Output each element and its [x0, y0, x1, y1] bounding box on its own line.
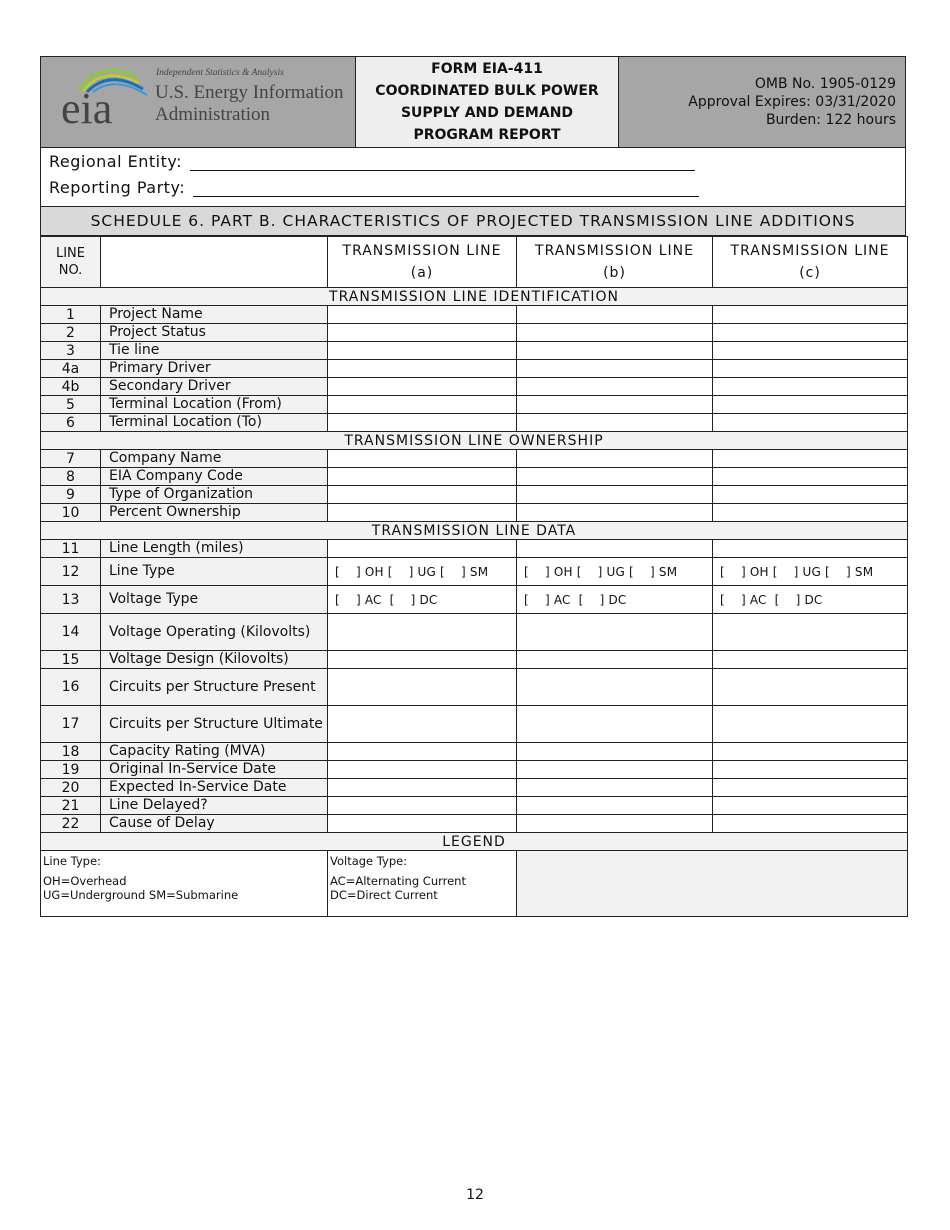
legend-line: DC=Direct Current	[330, 888, 438, 902]
input-cell-b[interactable]: [ ] OH [ ] UG [ ] SM	[517, 558, 713, 586]
row-label: Line Delayed?	[101, 797, 328, 815]
line-number: 5	[41, 396, 101, 414]
input-cell-b[interactable]	[517, 324, 713, 342]
line-number: 6	[41, 414, 101, 432]
table-row	[41, 450, 908, 468]
input-cell-c[interactable]	[713, 342, 908, 360]
input-cell-c[interactable]	[713, 669, 908, 706]
eia-logo-panel	[41, 57, 356, 147]
column-header-sub: (a)	[410, 265, 434, 281]
form-title-line: PROGRAM REPORT	[413, 127, 561, 143]
input-cell-b[interactable]	[517, 706, 713, 743]
line-number: 8	[41, 468, 101, 486]
row-label: Percent Ownership	[101, 504, 328, 522]
input-cell-b[interactable]	[517, 779, 713, 797]
row-label: Cause of Delay	[101, 815, 328, 833]
regional-entity-label: Regional Entity:	[49, 152, 183, 171]
input-cell-c[interactable]	[713, 706, 908, 743]
input-cell-a[interactable]	[328, 779, 517, 797]
column-header-b	[517, 237, 713, 288]
input-cell-c[interactable]	[713, 324, 908, 342]
table-row	[41, 761, 908, 779]
input-cell-a[interactable]	[328, 614, 517, 651]
row-label: Voltage Operating (Kilovolts)	[101, 614, 328, 651]
input-cell-a[interactable]	[328, 396, 517, 414]
input-cell-b[interactable]	[517, 414, 713, 432]
input-cell-a[interactable]	[328, 706, 517, 743]
table-row	[41, 468, 908, 486]
input-cell-a[interactable]	[328, 504, 517, 522]
line-number: 7	[41, 450, 101, 468]
table-row	[41, 378, 908, 396]
input-cell-a[interactable]	[328, 540, 517, 558]
row-label: Primary Driver	[101, 360, 328, 378]
schedule-title: SCHEDULE 6. PART B. CHARACTERISTICS OF PROJECTED TRANSMISSION LINE ADDITIONS	[40, 206, 906, 236]
section-title: TRANSMISSION LINE DATA	[41, 522, 908, 540]
input-cell-a[interactable]	[328, 450, 517, 468]
table-row	[41, 360, 908, 378]
legend-header-row	[41, 833, 908, 851]
input-cell-c[interactable]	[713, 360, 908, 378]
legend-title: LEGEND	[41, 833, 908, 851]
line-number: 1	[41, 306, 101, 324]
row-label: Capacity Rating (MVA)	[101, 743, 328, 761]
input-cell-c[interactable]	[713, 540, 908, 558]
logo-name-line1: U.S. Energy Information	[155, 82, 344, 103]
table-row	[41, 486, 908, 504]
input-cell-b[interactable]	[517, 342, 713, 360]
input-cell-a[interactable]: [ ] AC [ ] DC	[328, 586, 517, 614]
form-title	[356, 57, 619, 147]
table-row	[41, 797, 908, 815]
input-cell-a[interactable]	[328, 651, 517, 669]
table-row	[41, 540, 908, 558]
omb-info	[619, 57, 905, 147]
section-header-row	[41, 288, 908, 306]
input-cell-b[interactable]	[517, 504, 713, 522]
input-cell-c[interactable]	[713, 504, 908, 522]
table-row	[41, 396, 908, 414]
input-cell-a[interactable]	[328, 414, 517, 432]
table-row	[41, 324, 908, 342]
line-no-header	[41, 237, 101, 288]
table-row	[41, 651, 908, 669]
input-cell-b[interactable]	[517, 761, 713, 779]
input-cell-b[interactable]	[517, 651, 713, 669]
row-label: Terminal Location (From)	[101, 396, 328, 414]
input-cell-c[interactable]	[713, 743, 908, 761]
line-number: 15	[41, 651, 101, 669]
table-row	[41, 504, 908, 522]
line-number: 19	[41, 761, 101, 779]
row-label: Project Status	[101, 324, 328, 342]
input-cell-a[interactable]	[328, 324, 517, 342]
legend-line-type	[41, 851, 328, 917]
line-number: 12	[41, 558, 101, 586]
input-cell-b[interactable]: [ ] AC [ ] DC	[517, 586, 713, 614]
input-cell-b[interactable]	[517, 486, 713, 504]
row-label: Company Name	[101, 450, 328, 468]
section-title: TRANSMISSION LINE IDENTIFICATION	[41, 288, 908, 306]
reporting-party-row	[49, 178, 699, 197]
line-number: 13	[41, 586, 101, 614]
legend-heading: Voltage Type:	[330, 854, 408, 868]
column-header-a	[328, 237, 517, 288]
line-number: 3	[41, 342, 101, 360]
input-cell-b[interactable]	[517, 306, 713, 324]
reporting-party-label: Reporting Party:	[49, 178, 186, 197]
row-label: Secondary Driver	[101, 378, 328, 396]
logo-abbr: eia	[61, 84, 113, 131]
input-cell-a[interactable]: [ ] OH [ ] UG [ ] SM	[328, 558, 517, 586]
legend-line: UG=Underground SM=Submarine	[43, 888, 239, 902]
line-no-header-line: LINE	[55, 246, 85, 261]
section-header-row	[41, 432, 908, 450]
input-cell-a[interactable]	[328, 468, 517, 486]
input-cell-c[interactable]: [ ] OH [ ] UG [ ] SM	[713, 558, 908, 586]
legend-heading: Line Type:	[43, 854, 101, 868]
line-number: 16	[41, 669, 101, 706]
table-row	[41, 342, 908, 360]
input-cell-c[interactable]	[713, 761, 908, 779]
eia-logo-icon	[59, 61, 155, 131]
line-number: 18	[41, 743, 101, 761]
row-label: Line Length (miles)	[101, 540, 328, 558]
form-title-line: COORDINATED BULK POWER	[375, 83, 599, 99]
input-cell-c[interactable]	[713, 396, 908, 414]
input-cell-c[interactable]	[713, 450, 908, 468]
input-cell-a[interactable]	[328, 378, 517, 396]
row-label: EIA Company Code	[101, 468, 328, 486]
line-number: 17	[41, 706, 101, 743]
input-cell-a[interactable]	[328, 306, 517, 324]
table-row	[41, 706, 908, 743]
line-no-header-line: NO.	[58, 263, 83, 278]
legend-voltage-type	[328, 851, 517, 917]
line-number: 14	[41, 614, 101, 651]
line-number: 10	[41, 504, 101, 522]
input-cell-a[interactable]	[328, 360, 517, 378]
input-cell-b[interactable]	[517, 815, 713, 833]
row-label: Tie line	[101, 342, 328, 360]
line-number: 22	[41, 815, 101, 833]
input-cell-a[interactable]	[328, 486, 517, 504]
legend-row	[41, 851, 908, 917]
input-cell-b[interactable]	[517, 450, 713, 468]
input-cell-c[interactable]	[713, 468, 908, 486]
line-number: 21	[41, 797, 101, 815]
input-cell-b[interactable]	[517, 360, 713, 378]
row-label: Circuits per Structure Ultimate	[101, 706, 328, 743]
column-header-row	[41, 237, 908, 288]
column-header-title: TRANSMISSION LINE	[535, 243, 694, 259]
table-row	[41, 743, 908, 761]
input-cell-a[interactable]	[328, 743, 517, 761]
table-row	[41, 306, 908, 324]
line-number: 2	[41, 324, 101, 342]
omb-number: OMB No. 1905-0129	[754, 76, 896, 92]
input-cell-b[interactable]	[517, 614, 713, 651]
section-title: TRANSMISSION LINE OWNERSHIP	[41, 432, 908, 450]
input-cell-c[interactable]	[713, 614, 908, 651]
input-cell-c[interactable]	[713, 797, 908, 815]
section-header-row	[41, 522, 908, 540]
table-body	[41, 237, 908, 917]
column-header-title: TRANSMISSION LINE	[342, 243, 502, 259]
row-label: Original In-Service Date	[101, 761, 328, 779]
input-cell-a[interactable]	[328, 342, 517, 360]
row-label: Terminal Location (To)	[101, 414, 328, 432]
input-cell-b[interactable]	[517, 468, 713, 486]
input-cell-a[interactable]	[328, 815, 517, 833]
input-cell-c[interactable]	[713, 651, 908, 669]
input-cell-b[interactable]	[517, 378, 713, 396]
reporting-party-field[interactable]	[193, 180, 699, 197]
input-cell-b[interactable]	[517, 797, 713, 815]
column-header-title: TRANSMISSION LINE	[730, 243, 890, 259]
table-row	[41, 669, 908, 706]
logo-name-line2: Administration	[155, 104, 271, 125]
row-label: Type of Organization	[101, 486, 328, 504]
row-label: Expected In-Service Date	[101, 779, 328, 797]
logo-tagline: Independent Statistics & Analysis	[156, 68, 284, 78]
input-cell-a[interactable]	[328, 797, 517, 815]
input-cell-a[interactable]	[328, 669, 517, 706]
row-label: Voltage Design (Kilovolts)	[101, 651, 328, 669]
form-title-line: SUPPLY AND DEMAND	[400, 105, 574, 121]
label-column-header	[101, 237, 328, 288]
approval-expires: Approval Expires: 03/31/2020	[688, 94, 896, 110]
input-cell-b[interactable]	[517, 669, 713, 706]
input-cell-a[interactable]	[328, 761, 517, 779]
table-row	[41, 614, 908, 651]
row-label: Project Name	[101, 306, 328, 324]
line-number: 4b	[41, 378, 101, 396]
regional-entity-row	[49, 152, 695, 171]
input-cell-b[interactable]	[517, 540, 713, 558]
input-cell-c[interactable]	[713, 414, 908, 432]
input-cell-c[interactable]	[713, 306, 908, 324]
line-number: 20	[41, 779, 101, 797]
regional-entity-field[interactable]	[190, 154, 695, 171]
table-row	[41, 815, 908, 833]
input-cell-b[interactable]	[517, 396, 713, 414]
input-cell-b[interactable]	[517, 743, 713, 761]
column-header-sub: (b)	[603, 265, 626, 281]
legend-line: OH=Overhead	[43, 874, 127, 888]
line-number: 9	[41, 486, 101, 504]
entity-section	[40, 148, 906, 206]
legend-line: AC=Alternating Current	[330, 874, 466, 888]
input-cell-c[interactable]	[713, 779, 908, 797]
input-cell-c[interactable]	[713, 486, 908, 504]
table-row	[41, 586, 908, 614]
input-cell-c[interactable]	[713, 815, 908, 833]
transmission-line-table	[40, 236, 908, 917]
legend-blank	[517, 851, 908, 917]
table-row	[41, 779, 908, 797]
column-header-c	[713, 237, 908, 288]
row-label: Circuits per Structure Present	[101, 669, 328, 706]
line-number: 4a	[41, 360, 101, 378]
burden-hours: Burden: 122 hours	[765, 112, 896, 128]
input-cell-c[interactable]: [ ] AC [ ] DC	[713, 586, 908, 614]
line-number: 11	[41, 540, 101, 558]
page-number: 12	[466, 1187, 484, 1203]
row-label: Line Type	[101, 558, 328, 586]
table-row	[41, 558, 908, 586]
row-label: Voltage Type	[101, 586, 328, 614]
form-header	[40, 56, 906, 148]
form-title-line: FORM EIA-411	[431, 61, 543, 77]
input-cell-c[interactable]	[713, 378, 908, 396]
table-row	[41, 414, 908, 432]
column-header-sub: (c)	[799, 265, 821, 281]
